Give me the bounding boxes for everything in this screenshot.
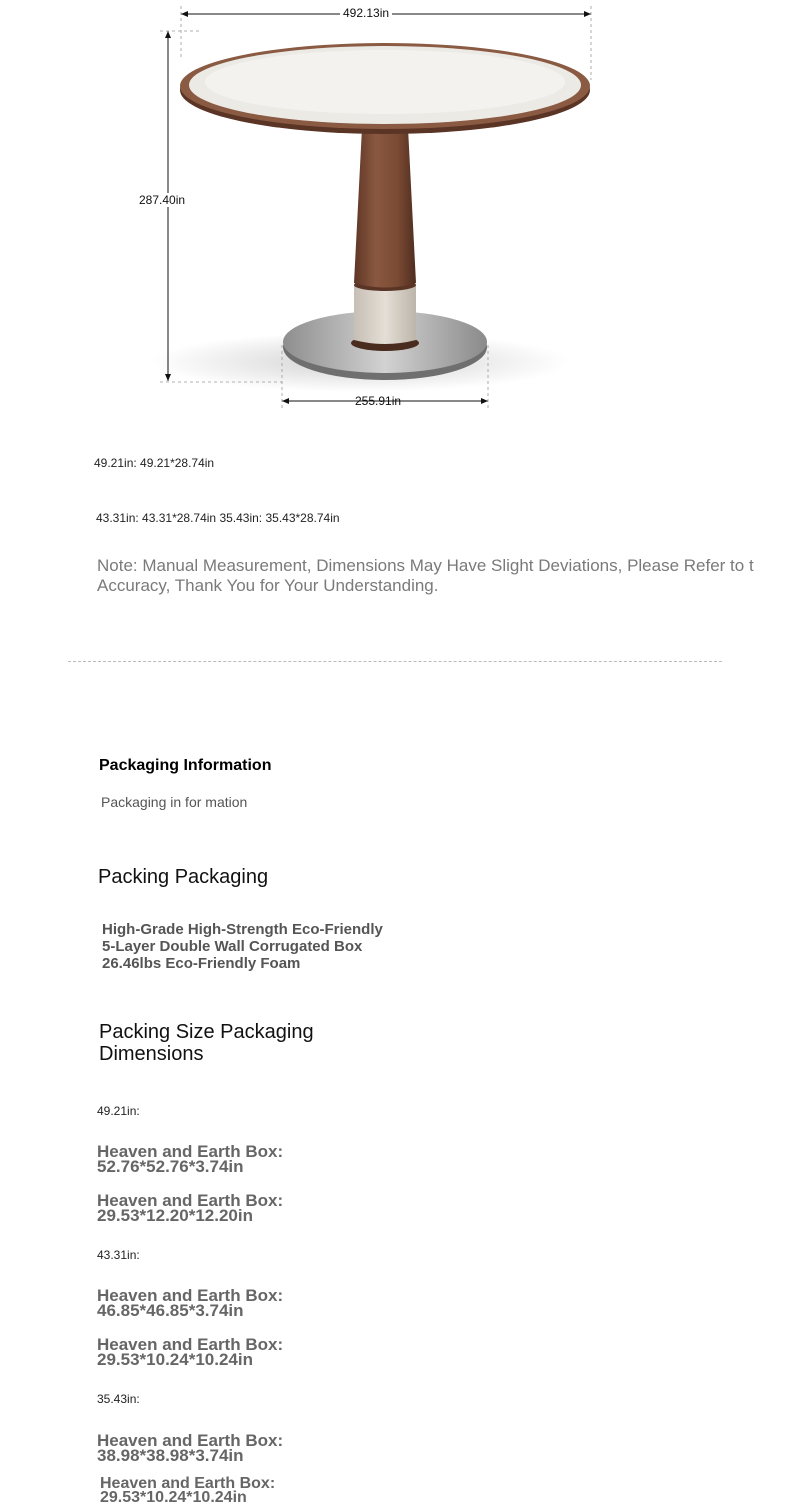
size-line-1: 49.21in: 49.21*28.74in: [94, 456, 215, 470]
measurement-note: [97, 556, 754, 596]
note-line-2: Accuracy, Thank You for Your Understanding.: [97, 576, 439, 595]
box-size: 29.53*12.20*12.20in: [97, 1206, 253, 1225]
box-name: Heaven and Earth Box:: [100, 1475, 276, 1492]
box-size: 29.53*10.24*10.24in: [97, 1350, 253, 1369]
box-size: 29.53*10.24*10.24in: [100, 1489, 247, 1506]
box-size: 46.85*46.85*3.74in: [97, 1301, 244, 1320]
packing-size-heading-line: Packing Size Packaging: [99, 1021, 314, 1043]
dimension-top-width: 492.13in: [340, 6, 392, 20]
box-name: Heaven and Earth Box:: [97, 1431, 284, 1450]
box-entry: [97, 1144, 283, 1174]
size-line-2: 43.31in: 43.31*28.74in 35.43in: 35.43*28.74in: [96, 511, 340, 525]
section-divider: [68, 661, 722, 662]
packing-details: [102, 921, 383, 972]
leg-trunk: [354, 128, 416, 288]
box-size: 38.98*38.98*3.74in: [97, 1446, 244, 1465]
box-size: 52.76*52.76*3.74in: [97, 1157, 244, 1176]
box-entry: [97, 1193, 283, 1223]
packing-size-heading-line: Dimensions: [99, 1043, 204, 1065]
box-name: Heaven and Earth Box:: [97, 1286, 284, 1305]
box-name: Heaven and Earth Box:: [97, 1335, 284, 1354]
group-label: 49.21in:: [97, 1104, 140, 1118]
packing-line: High-Grade High-Strength Eco-Friendly: [102, 921, 383, 938]
box-entry: [97, 1433, 283, 1463]
box-name: Heaven and Earth Box:: [97, 1191, 284, 1210]
packing-line: 26.46lbs Eco-Friendly Foam: [102, 955, 301, 972]
group-label: 35.43in:: [97, 1392, 140, 1406]
note-line-1: Note: Manual Measurement, Dimensions May Have Slight Deviations, Please Refer to t: [97, 556, 754, 575]
dimension-base-width: 255.91in: [355, 394, 402, 408]
box-entry: [100, 1477, 275, 1505]
box-name: Heaven and Earth Box:: [97, 1142, 284, 1161]
box-entry: [97, 1288, 283, 1318]
dimension-height: 287.40in: [136, 193, 188, 207]
packaging-title: Packaging Information: [99, 757, 272, 774]
box-entry: [97, 1337, 283, 1367]
leg-collar: [354, 285, 416, 344]
packing-line: 5-Layer Double Wall Corrugated Box: [102, 938, 363, 955]
packing-size-heading: [99, 1021, 314, 1065]
packaging-subtitle: Packaging in for mation: [101, 794, 248, 810]
packing-heading: Packing Packaging: [98, 866, 269, 888]
group-label: 43.31in:: [97, 1248, 140, 1262]
table-illustration: [0, 0, 790, 430]
